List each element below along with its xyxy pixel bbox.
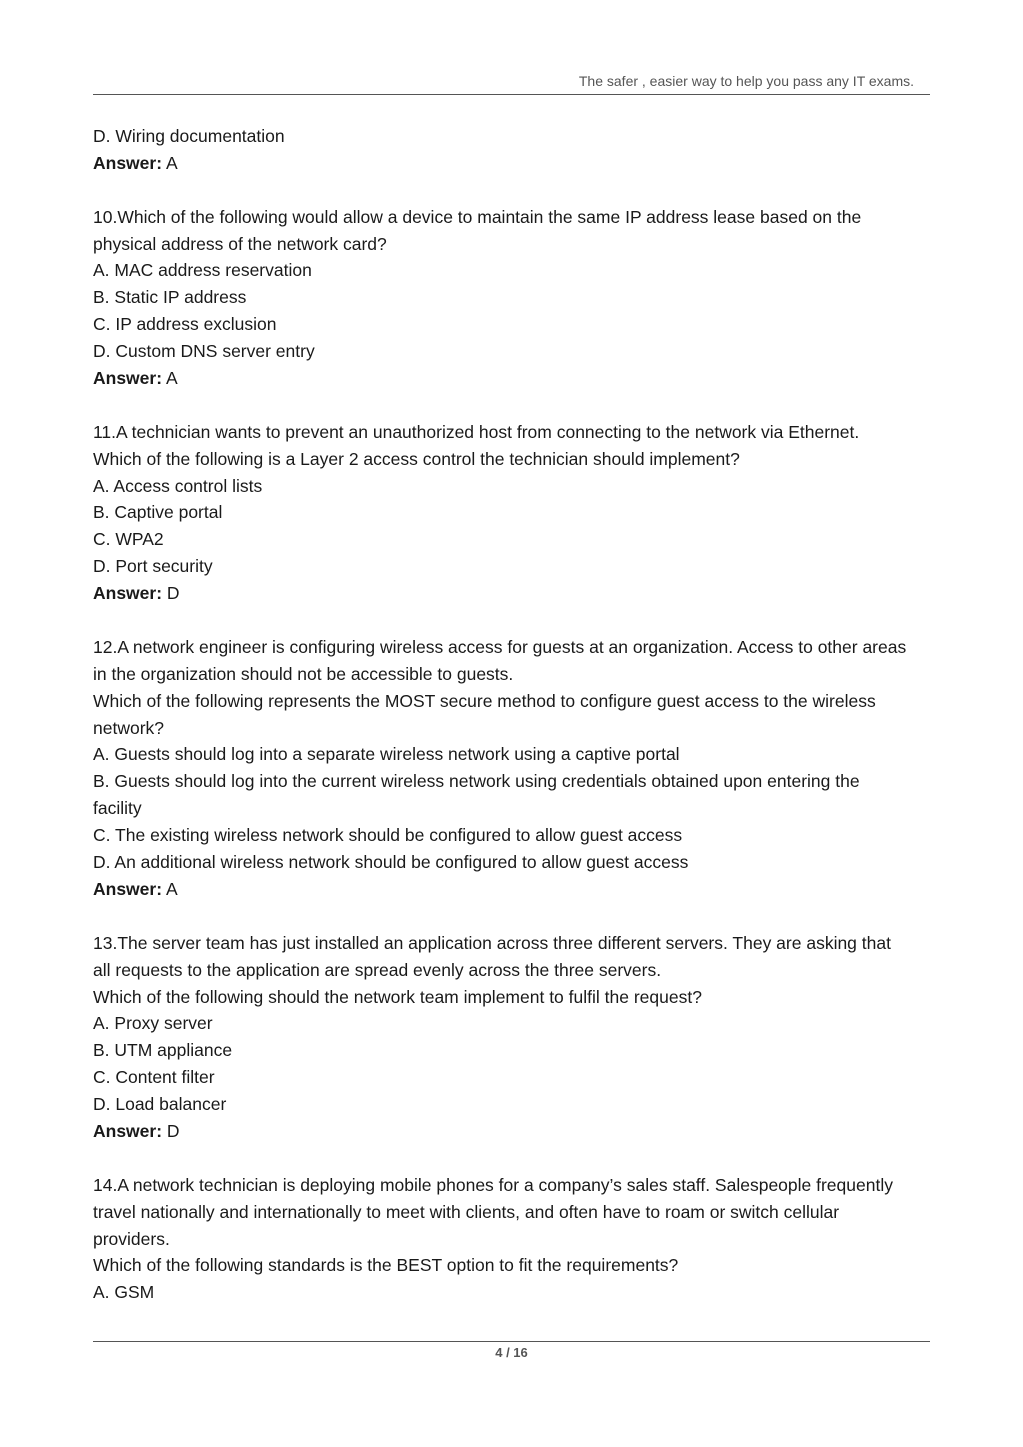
answer-value: D [166,583,180,604]
question-text: 12.A network engineer is configuring wireless access for guests at an organization. Access to other areas [93,636,907,657]
answer-label: Answer: [93,583,163,604]
option-d: D. Load balancer [93,1094,227,1115]
header-tagline: The safer , easier way to help you pass any IT exams. [578,73,914,89]
option-b: B. UTM appliance [93,1040,233,1061]
page-content [93,123,933,1306]
option-b: B. Captive portal [93,502,223,523]
option-a: A. Access control lists [93,475,263,496]
question-text: 10.Which of the following would allow a device to maintain the same IP address lease based on the [93,206,862,227]
option-d: D. Port security [93,556,213,577]
question-text: network? [93,717,165,738]
answer-label: Answer: [93,1120,163,1141]
question-text: Which of the following should the network team implement to fulfil the request? [93,986,702,1007]
answer-line [93,580,933,607]
question-block-14 [93,1172,933,1306]
answer-value: A [165,152,178,173]
question-text: Which of the following is a Layer 2 access control the technician should implement? [93,448,740,469]
page-number: 4 / 16 [495,1345,528,1360]
answer-line [93,150,933,177]
question-text: providers. [93,1228,170,1249]
question-text: Which of the following standards is the BEST option to fit the requirements? [93,1255,679,1276]
option-d: D. An additional wireless network should be configured to allow guest access [93,852,689,873]
answer-line [93,876,933,903]
question-text: 14.A network technician is deploying mobile phones for a company’s sales staff. Salespeople frequently [93,1174,893,1195]
question-block-11 [93,419,933,607]
question-text: 13.The server team has just installed an application across three different servers. They are asking that [93,932,891,953]
question-text: travel nationally and internationally to meet with clients, and often have to roam or switch cellular [93,1201,840,1222]
answer-line [93,365,933,392]
footer-divider [93,1341,930,1342]
option-c: C. The existing wireless network should be configured to allow guest access [93,825,683,846]
option-b: B. Static IP address [93,287,247,308]
option-a: A. Guests should log into a separate wireless network using a captive portal [93,744,680,765]
option-a: A. Proxy server [93,1013,213,1034]
option-b: B. Guests should log into the current wireless network using credentials obtained upon entering the [93,771,860,792]
answer-value: D [166,1120,180,1141]
option-c: C. IP address exclusion [93,314,277,335]
answer-value: A [165,878,178,899]
option-c: C. WPA2 [93,529,164,550]
option-b: facility [93,798,142,819]
answer-label: Answer: [93,878,163,899]
question-text: 11.A technician wants to prevent an unauthorized host from connecting to the network via Ethernet. [93,421,860,442]
answer-line [93,1118,933,1145]
answer-value: A [165,368,178,389]
question-block-prev [93,123,933,177]
question-block-12 [93,634,933,903]
question-text: in the organization should not be accessible to guests. [93,663,514,684]
option-c: C. Content filter [93,1067,215,1088]
page-header [93,72,930,95]
question-text: Which of the following represents the MOST secure method to configure guest access to the wireless [93,690,876,711]
question-text: all requests to the application are spread evenly across the three servers. [93,959,662,980]
answer-label: Answer: [93,152,163,173]
option-a: A. GSM [93,1282,155,1303]
answer-label: Answer: [93,368,163,389]
option-d: D. Custom DNS server entry [93,341,315,362]
option-d: D. Wiring documentation [93,126,285,146]
option-a: A. MAC address reservation [93,260,312,281]
question-text: physical address of the network card? [93,233,387,254]
question-block-10 [93,204,933,392]
question-block-13 [93,930,933,1145]
